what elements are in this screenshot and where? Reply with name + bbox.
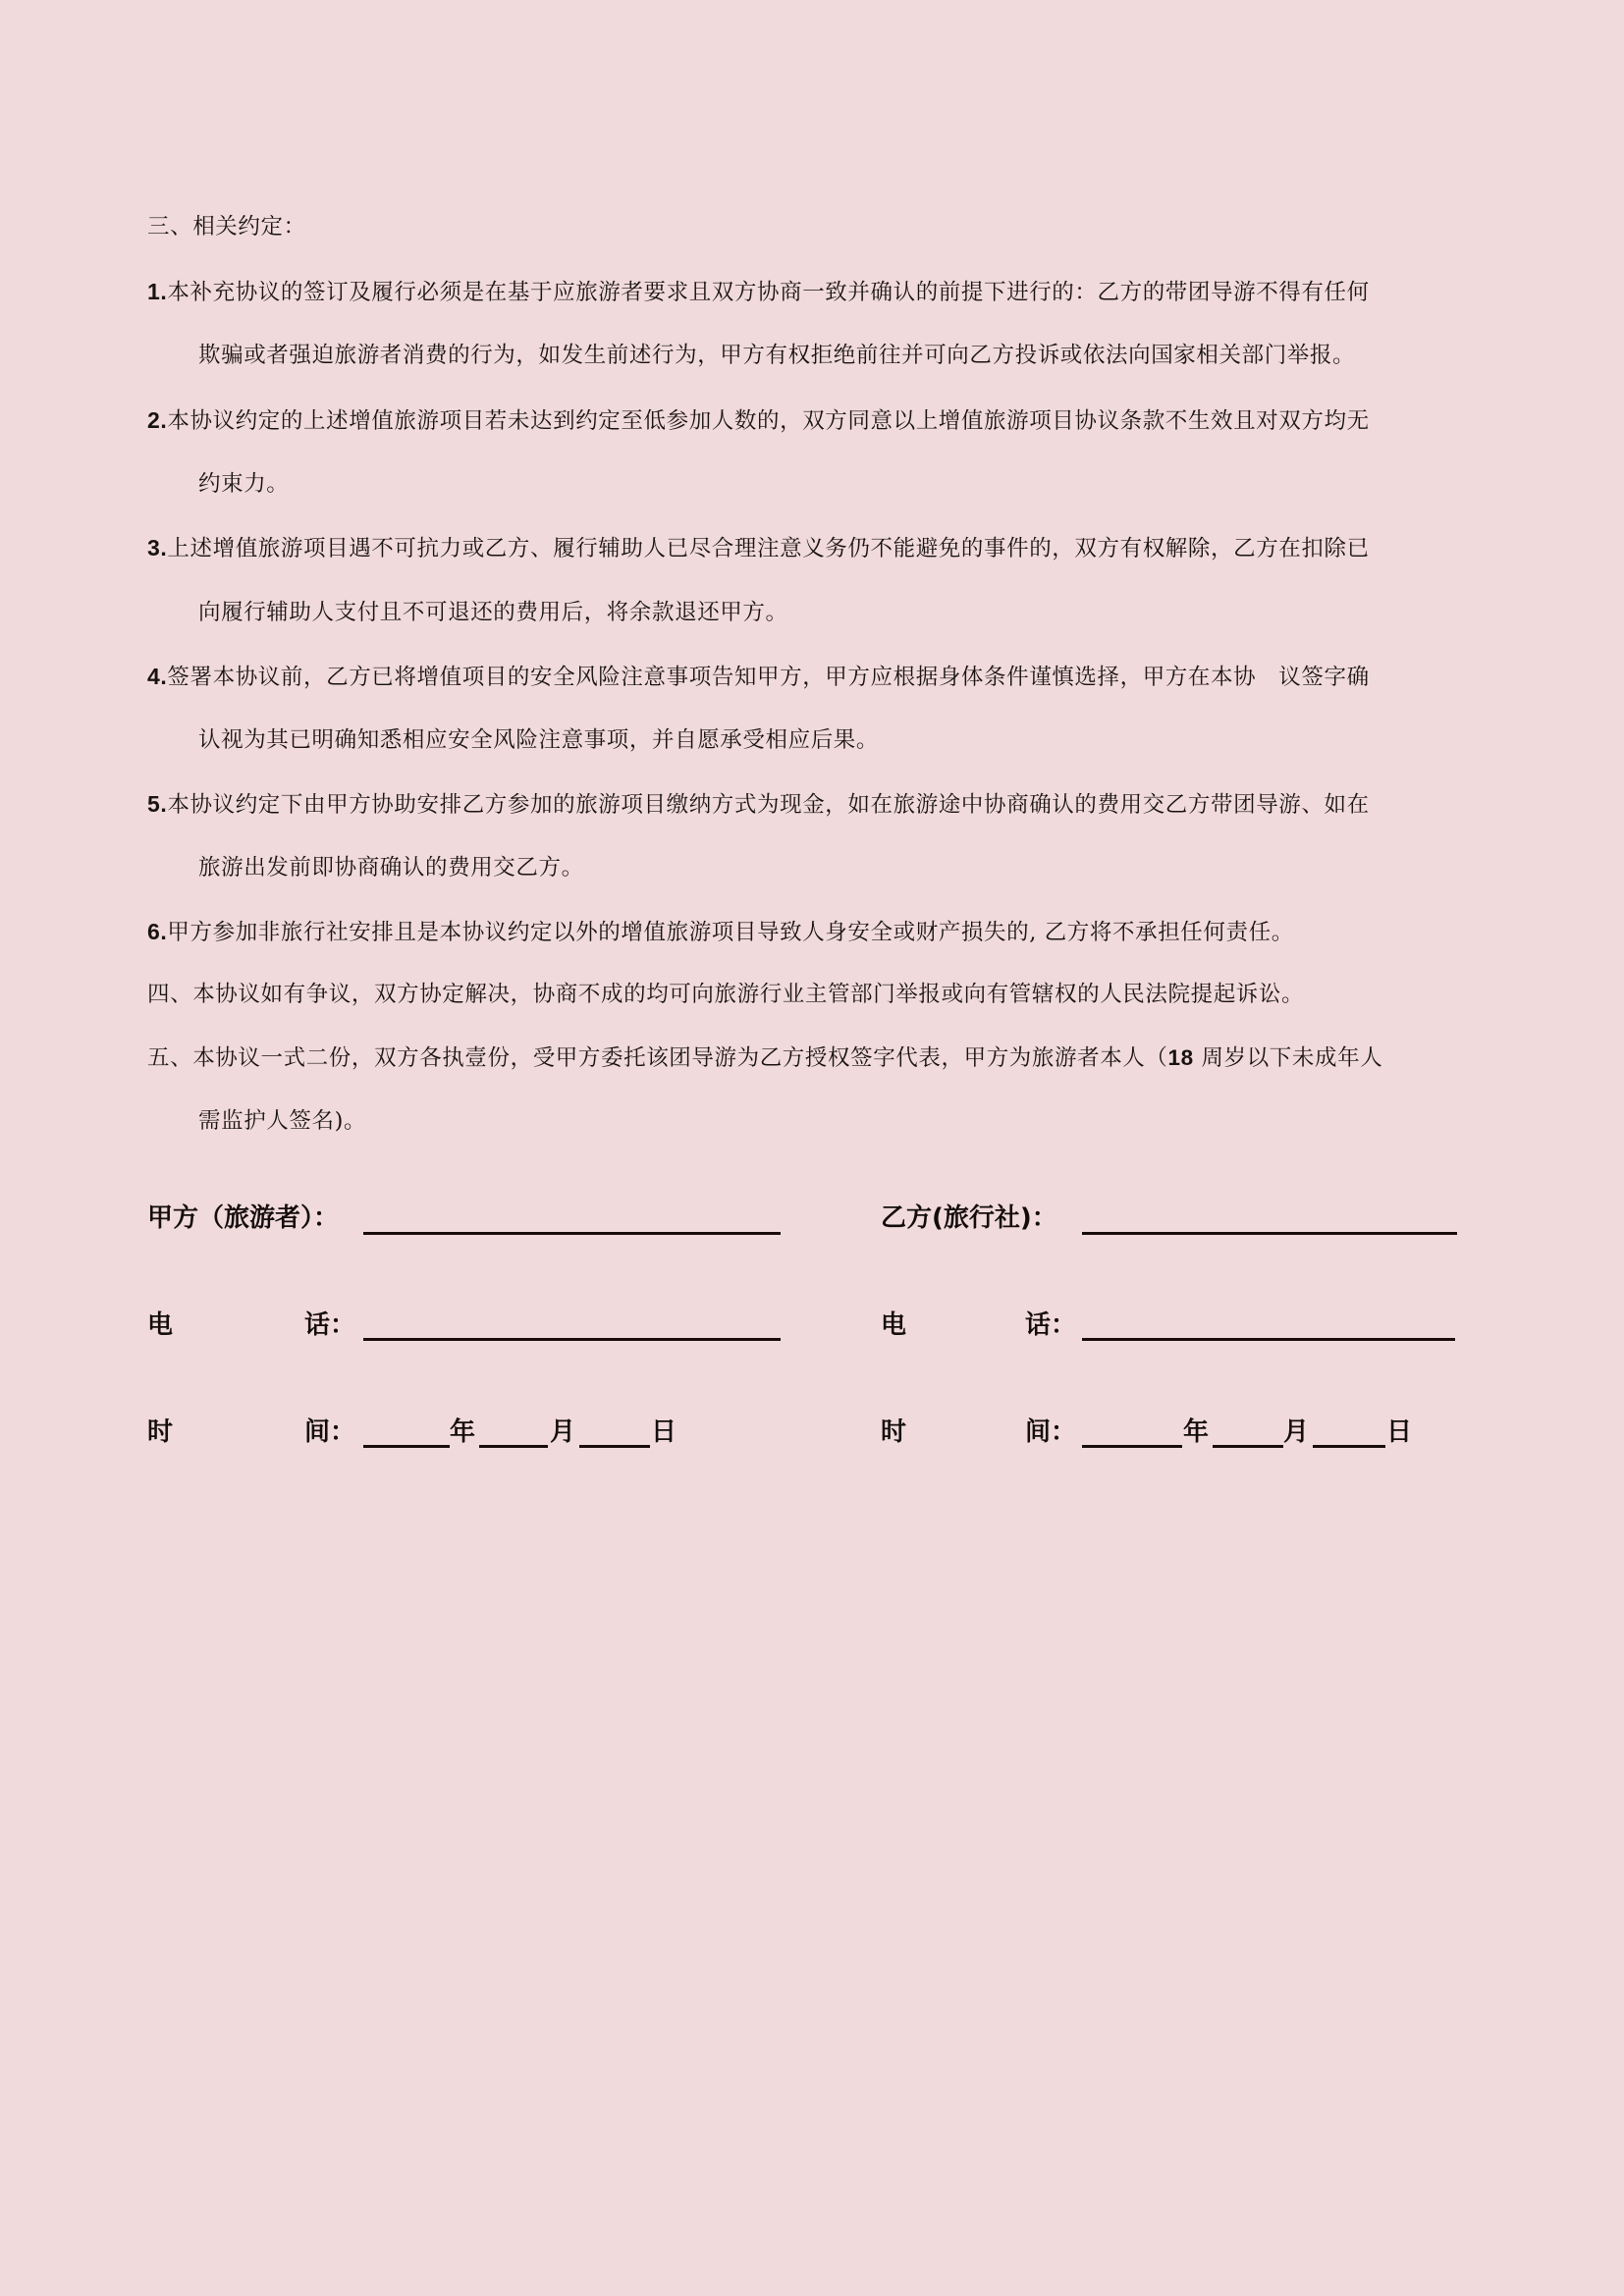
clause-3-line-1	[147, 533, 1370, 563]
party-a-year-label: 年	[450, 1417, 476, 1447]
party-a-signature-field[interactable]	[363, 1232, 781, 1235]
clause-4-line-1	[147, 662, 1370, 692]
clause-number: 1.	[147, 279, 168, 304]
party-b-signature-field[interactable]	[1082, 1232, 1457, 1235]
clause-6-line-1	[147, 917, 1294, 947]
section-five-text-after: 周岁以下未成年人	[1193, 1045, 1383, 1071]
party-b-month-label: 月	[1283, 1417, 1310, 1447]
clause-text: 本协议约定下由甲方协助安排乙方参加的旅游项目缴纳方式为现金，如在旅游途中协商确认的费用交乙方带团导游、如在	[167, 792, 1370, 818]
clause-number: 3.	[147, 535, 168, 561]
party-b-year-field[interactable]	[1082, 1445, 1182, 1448]
clause-2-line-2: 约束力。	[198, 471, 290, 497]
party-a-day-field[interactable]	[579, 1445, 650, 1448]
clause-1-line-1	[147, 277, 1370, 307]
party-a-month-label: 月	[550, 1417, 576, 1447]
party-b-day-label: 日	[1386, 1417, 1413, 1447]
party-a-time-label-1: 时	[147, 1417, 174, 1447]
section-three-heading: 三、相关约定：	[147, 214, 306, 240]
party-a-label: 甲方（旅游者）：	[147, 1203, 340, 1233]
clause-4-line-2: 认视为其已明确知悉相应安全风险注意事项，并自愿承受相应后果。	[198, 727, 880, 753]
party-b-year-label: 年	[1183, 1417, 1210, 1447]
clause-text: 上述增值旅游项目遇不可抗力或乙方、履行辅助人已尽合理注意义务仍不能避免的事件的，双方有权解除，乙方在扣除已	[167, 536, 1370, 561]
clause-3-line-2: 向履行辅助人支付且不可退还的费用后，将余款退还甲方。	[198, 600, 788, 625]
party-b-phone-label-2: 话：	[1025, 1310, 1077, 1340]
section-four-text: 四、本协议如有争议，双方协定解决，协商不成的均可向旅游行业主管部门举报或向有管辖权的人民法院提起诉讼。	[147, 982, 1305, 1007]
clause-5-line-2: 旅游出发前即协商确认的费用交乙方。	[198, 855, 584, 881]
party-a-phone-field[interactable]	[363, 1338, 781, 1341]
clause-text: 甲方参加非旅行社安排且是本协议约定以外的增值旅游项目导致人身安全或财产损失的, 乙方将不承担任何责任。	[167, 920, 1294, 945]
clause-text: 本补充协议的签订及履行必须是在基于应旅游者要求且双方协商一致并确认的前提下进行的：乙方的带团导游不得有任何	[167, 280, 1370, 305]
party-b-phone-field[interactable]	[1082, 1338, 1455, 1341]
clause-number: 6.	[147, 919, 168, 944]
clause-5-line-1	[147, 789, 1370, 820]
party-a-phone-label-1: 电	[147, 1310, 174, 1340]
party-b-month-field[interactable]	[1213, 1445, 1283, 1448]
party-b-time-label-2: 间：	[1025, 1417, 1077, 1447]
clause-number: 2.	[147, 407, 168, 433]
clause-1-line-2: 欺骗或者强迫旅游者消费的行为，如发生前述行为，甲方有权拒绝前往并可向乙方投诉或依法向国家相关部门举报。	[198, 343, 1356, 368]
section-five-text-before: 五、本协议一式二份，双方各执壹份，受甲方委托该团导游为乙方授权签字代表，甲方为旅游者本人（	[147, 1045, 1168, 1071]
party-b-time-label-1: 时	[881, 1417, 907, 1447]
party-a-time-label-2: 间：	[304, 1417, 356, 1447]
party-a-phone-label-2: 话：	[304, 1310, 356, 1340]
clause-text: 本协议约定的上述增值旅游项目若未达到约定至低参加人数的，双方同意以上增值旅游项目协议条款不生效且对双方均无	[167, 408, 1370, 434]
party-a-year-field[interactable]	[363, 1445, 450, 1448]
section-five-line-2: 需监护人签名)。	[198, 1108, 367, 1134]
party-b-phone-label-1: 电	[881, 1310, 907, 1340]
party-a-day-label: 日	[651, 1417, 677, 1447]
clause-2-line-1	[147, 405, 1370, 436]
clause-text: 签署本协议前，乙方已将增值项目的安全风险注意事项告知甲方，甲方应根据身体条件谨慎选择，甲方在本协 议签字确	[167, 665, 1370, 690]
party-a-month-field[interactable]	[479, 1445, 548, 1448]
age-number: 18	[1167, 1045, 1194, 1070]
section-five-line-1	[147, 1043, 1382, 1073]
party-b-day-field[interactable]	[1313, 1445, 1385, 1448]
clause-number: 5.	[147, 791, 168, 817]
clause-number: 4.	[147, 664, 168, 689]
party-b-label: 乙方(旅行社)：	[881, 1203, 1057, 1233]
